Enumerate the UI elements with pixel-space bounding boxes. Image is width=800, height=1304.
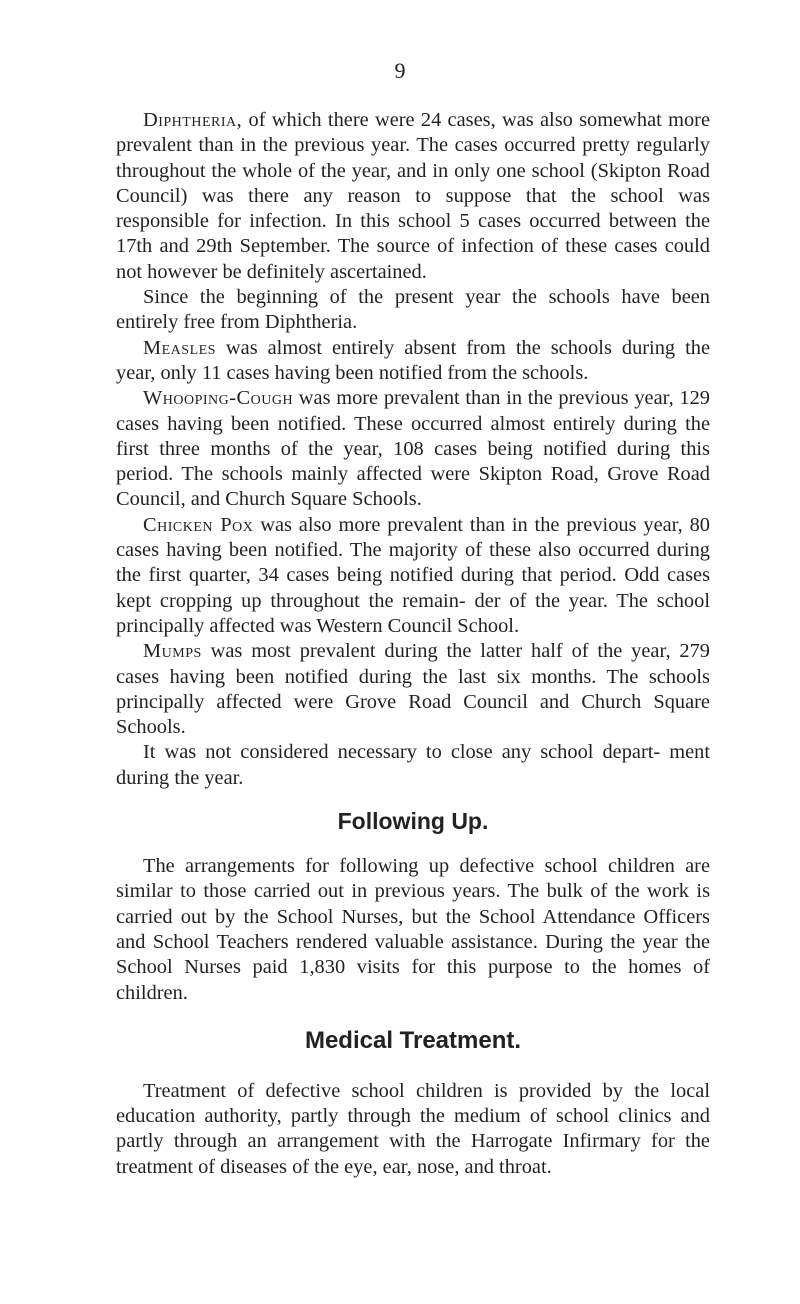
paragraph-chicken-pox [116,513,710,639]
paragraph-text: of which there were 24 cases, was also somewhat more prevalent than in the previous year. The cases occurred pretty regularly throughout the whole of the year, and in only one school (Skipton Road Council) was there any reason to suppose that the school was responsible for infection. In this school 5 cases occurred between the 17th and 29th September. The source of infection of these cases could not however be definitely ascertained. [116,109,710,283]
paragraph-following-up: The arrangements for following up defective school children are similar to those carried out in previous years. The bulk of the work is carried out by the School Nurses, but the School Attendance Officers and School Teachers rendered valuable assistance. During the year the School Nurses paid 1,830 visits for this purpose to the homes of children. [116,855,710,1004]
page-body [116,108,710,1180]
paragraph-text: Since the beginning of the present year the schools have been entirely free from Diphtheria. [116,286,710,334]
page-number: 9 [394,58,406,83]
paragraph-measles [116,336,710,387]
paragraph-mumps [116,639,710,740]
paragraph-medical-treatment: Treatment of defective school children is provided by the local education authority, partly through the medium of school clinics and partly through an arrangement with the Harrogate Infirmary for the treatment of diseases of the eye, ear, nose, and throat. [116,1079,710,1178]
paragraph-whooping-cough [116,386,710,512]
disease-term: Mumps [143,640,202,663]
paragraph-diphtheria [116,108,710,285]
disease-term: Diphtheria, [143,109,243,131]
disease-term: Chicken Pox [143,513,254,536]
paragraph-text: was more prevalent than in the previous year, 129 cases having been notified. These occurred almost entirely during the first three months of the year, 108 cases being notified during this period. The schools mainly affected were Skipton Road, Grove Road Council, and Church Square Schools. [116,387,710,511]
disease-term: Whooping-Cough [143,387,294,410]
paragraph-school-closure [116,740,710,791]
disease-term: Measles [143,336,216,359]
paragraph-text: was almost entirely absent from the schools during the year, only 11 cases having been notified from the schools. [116,336,710,384]
paragraph-text: It was not considered necessary to close any school depart- ment during the year. [116,741,710,789]
section-heading-following-up: Following Up. [337,808,489,835]
paragraph-text: was most prevalent during the latter half of the year, 279 cases having been notified during the last six months. The schools principally affected were Grove Road Council and Church Square Schools. [116,640,710,739]
paragraph-text: was also more prevalent than in the previous year, 80 cases having been notified. The majority of these also occurred during the first quarter, 34 cases being notified during that period. Odd cases kept cropping up throughout the remain- der of the year. The school principally affected was Western Council School. [116,513,710,637]
section-heading-medical-treatment: Medical Treatment. [304,1026,522,1054]
paragraph-diphtheria-followup [116,285,710,336]
